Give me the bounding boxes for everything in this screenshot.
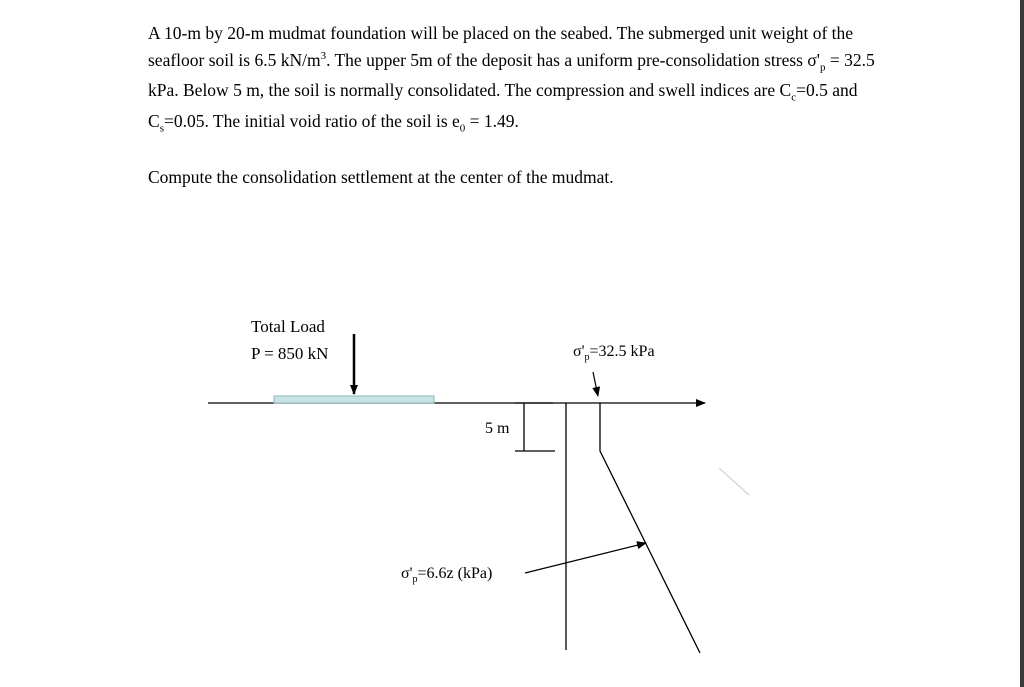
problem-task: Compute the consolidation settlement at the center of the mudmat. [148, 167, 614, 188]
sigma-bottom-label: $\sigma'_p=6.6z$ (kPa) [401, 565, 493, 585]
stray-stroke [719, 468, 749, 495]
sigma-top-pointer [593, 372, 598, 396]
depth-label: 5 m [485, 420, 510, 437]
sigma-top-label: $\sigma'_p=32.5$ kPa [573, 343, 655, 363]
mudmat [274, 396, 434, 403]
load-value: P = 850 kN [251, 344, 329, 363]
preconsolidation-profile [600, 403, 700, 653]
sigma-bottom-pointer [525, 543, 646, 573]
problem-statement: A 10-m by 20-m mudmat foundation will be placed on the seabed. The submerged unit weight of the seafloor soil is 6.5 $kN/m^3$. The upper 5m of the deposit has a uniform pre-consolidation stress $\sigma'_p = 32.5$ kPa. Below 5 m, the soil is normally consolidated. The compression and swell indices are $C_c=0.5$ and $C_s=0.05$. The initial void ratio of the soil is $e_0 = 1.49$. [148, 23, 875, 135]
load-title: Total Load [251, 317, 325, 336]
